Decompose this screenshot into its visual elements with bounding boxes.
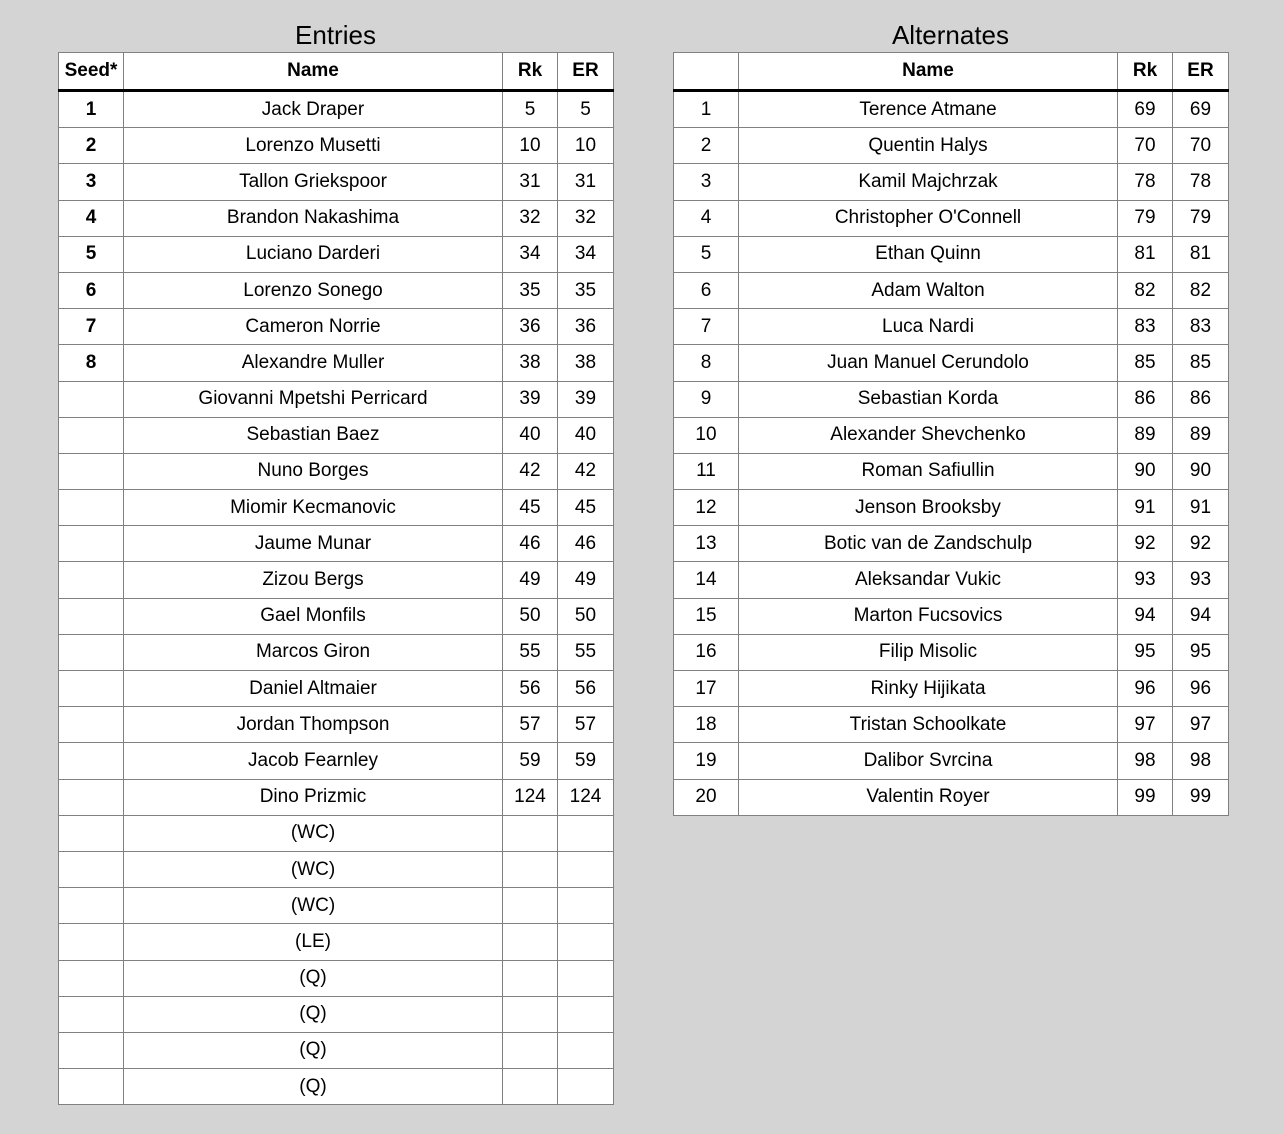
number-cell: 11 [674,453,739,489]
er-cell [558,888,614,924]
rk-cell: 81 [1118,236,1173,272]
number-cell: 14 [674,562,739,598]
name-cell: Quentin Halys [739,128,1118,164]
table-row [59,1069,614,1105]
table-row [59,779,614,815]
rk-cell: 95 [1118,634,1173,670]
number-cell: 19 [674,743,739,779]
table-row [59,200,614,236]
rk-cell: 59 [503,743,558,779]
table-row [674,707,1229,743]
name-cell: Botic van de Zandschulp [739,526,1118,562]
er-cell: 36 [558,309,614,345]
table-row [674,236,1229,272]
er-cell: 56 [558,671,614,707]
name-cell: (LE) [124,924,503,960]
rk-cell: 10 [503,128,558,164]
rk-cell [503,996,558,1032]
name-cell: (Q) [124,960,503,996]
name-cell: Roman Safiullin [739,453,1118,489]
rk-cell: 39 [503,381,558,417]
table-row [59,128,614,164]
name-cell: Jack Draper [124,91,503,128]
er-cell: 96 [1173,671,1229,707]
table-row [59,815,614,851]
seed-cell [59,888,124,924]
er-cell: 57 [558,707,614,743]
table-row [674,381,1229,417]
alternates-header-row [674,53,1229,91]
number-cell: 15 [674,598,739,634]
entries-panel [58,16,613,1105]
number-cell: 12 [674,490,739,526]
rk-cell: 38 [503,345,558,381]
table-row [674,490,1229,526]
er-cell: 83 [1173,309,1229,345]
table-row [674,743,1229,779]
er-cell: 34 [558,236,614,272]
seed-cell [59,779,124,815]
rk-cell: 86 [1118,381,1173,417]
rk-cell: 99 [1118,779,1173,815]
er-cell: 42 [558,453,614,489]
alternates-body [674,91,1229,816]
seed-cell [59,526,124,562]
er-cell: 45 [558,490,614,526]
rk-cell: 79 [1118,200,1173,236]
seed-cell [59,381,124,417]
header-er: ER [1173,53,1229,91]
entries-title: Entries [295,20,376,50]
rk-cell: 98 [1118,743,1173,779]
er-cell: 79 [1173,200,1229,236]
er-cell [558,996,614,1032]
name-cell: Juan Manuel Cerundolo [739,345,1118,381]
table-row [59,1032,614,1068]
er-cell: 89 [1173,417,1229,453]
seed-cell [59,562,124,598]
er-cell: 82 [1173,272,1229,308]
name-cell: (WC) [124,815,503,851]
name-cell: Luca Nardi [739,309,1118,345]
rk-cell [503,815,558,851]
name-cell: Filip Misolic [739,634,1118,670]
rk-cell: 90 [1118,453,1173,489]
table-row [59,996,614,1032]
er-cell: 92 [1173,526,1229,562]
header-name: Name [739,53,1118,91]
rk-cell [503,924,558,960]
seed-cell [59,743,124,779]
er-cell: 94 [1173,598,1229,634]
name-cell: Daniel Altmaier [124,671,503,707]
rk-cell: 94 [1118,598,1173,634]
table-row [59,272,614,308]
header-name: Name [124,53,503,91]
er-cell [558,815,614,851]
seed-cell [59,598,124,634]
er-cell: 95 [1173,634,1229,670]
entries-header-row [59,53,614,91]
name-cell: Gael Monfils [124,598,503,634]
rk-cell: 45 [503,490,558,526]
er-cell: 32 [558,200,614,236]
number-cell: 20 [674,779,739,815]
number-cell: 2 [674,128,739,164]
alternates-panel [673,16,1228,816]
table-row [59,381,614,417]
header-er: ER [558,53,614,91]
rk-cell: 32 [503,200,558,236]
name-cell: Alexandre Muller [124,345,503,381]
er-cell: 39 [558,381,614,417]
er-cell: 50 [558,598,614,634]
table-row [674,779,1229,815]
table-row [59,924,614,960]
name-cell: Giovanni Mpetshi Perricard [124,381,503,417]
table-row [59,453,614,489]
name-cell: Alexander Shevchenko [739,417,1118,453]
table-row [674,598,1229,634]
er-cell: 78 [1173,164,1229,200]
table-row [674,272,1229,308]
seed-cell [59,815,124,851]
er-cell: 49 [558,562,614,598]
number-cell: 7 [674,309,739,345]
er-cell: 99 [1173,779,1229,815]
table-row [59,562,614,598]
er-cell: 124 [558,779,614,815]
seed-cell [59,1032,124,1068]
seed-cell: 2 [59,128,124,164]
table-row [59,236,614,272]
name-cell: Ethan Quinn [739,236,1118,272]
er-cell: 59 [558,743,614,779]
number-cell: 4 [674,200,739,236]
number-cell: 5 [674,236,739,272]
er-cell: 81 [1173,236,1229,272]
table-row [59,490,614,526]
seed-cell: 1 [59,91,124,128]
seed-cell [59,960,124,996]
seed-cell [59,851,124,887]
name-cell: Lorenzo Sonego [124,272,503,308]
er-cell: 10 [558,128,614,164]
seed-cell: 7 [59,309,124,345]
rk-cell: 40 [503,417,558,453]
rk-cell: 34 [503,236,558,272]
er-cell: 90 [1173,453,1229,489]
rk-cell: 69 [1118,91,1173,128]
name-cell: Sebastian Korda [739,381,1118,417]
table-row [674,200,1229,236]
number-cell: 18 [674,707,739,743]
er-cell [558,924,614,960]
table-row [59,598,614,634]
rk-cell: 85 [1118,345,1173,381]
number-cell: 10 [674,417,739,453]
table-row [674,453,1229,489]
name-cell: Terence Atmane [739,91,1118,128]
seed-cell: 5 [59,236,124,272]
name-cell: Brandon Nakashima [124,200,503,236]
table-row [674,91,1229,128]
table-row [674,128,1229,164]
rk-cell [503,1032,558,1068]
name-cell: (Q) [124,1069,503,1105]
name-cell: Miomir Kecmanovic [124,490,503,526]
header-seed: Seed* [59,53,124,91]
header-rk: Rk [503,53,558,91]
entries-body [59,91,614,1105]
seed-cell [59,996,124,1032]
er-cell: 35 [558,272,614,308]
rk-cell: 46 [503,526,558,562]
seed-cell: 6 [59,272,124,308]
rk-cell: 57 [503,707,558,743]
rk-cell: 124 [503,779,558,815]
rk-cell: 82 [1118,272,1173,308]
table-row [59,91,614,128]
number-cell: 8 [674,345,739,381]
seed-cell [59,924,124,960]
number-cell: 13 [674,526,739,562]
table-row [59,851,614,887]
rk-cell: 56 [503,671,558,707]
rk-cell [503,888,558,924]
header-rk: Rk [1118,53,1173,91]
name-cell: Marton Fucsovics [739,598,1118,634]
table-row [59,743,614,779]
er-cell: 40 [558,417,614,453]
table-row [59,526,614,562]
rk-cell: 42 [503,453,558,489]
rk-cell: 89 [1118,417,1173,453]
er-cell: 46 [558,526,614,562]
name-cell: Sebastian Baez [124,417,503,453]
name-cell: Cameron Norrie [124,309,503,345]
name-cell: Luciano Darderi [124,236,503,272]
name-cell: (Q) [124,996,503,1032]
name-cell: Rinky Hijikata [739,671,1118,707]
table-row [674,309,1229,345]
er-cell: 86 [1173,381,1229,417]
er-cell: 70 [1173,128,1229,164]
er-cell: 5 [558,91,614,128]
rk-cell: 91 [1118,490,1173,526]
er-cell [558,1069,614,1105]
er-cell: 98 [1173,743,1229,779]
rk-cell [503,1069,558,1105]
number-cell: 9 [674,381,739,417]
seed-cell [59,707,124,743]
table-row [674,671,1229,707]
er-cell: 85 [1173,345,1229,381]
seed-cell [59,634,124,670]
name-cell: Dino Prizmic [124,779,503,815]
table-row [59,634,614,670]
er-cell: 91 [1173,490,1229,526]
rk-cell: 83 [1118,309,1173,345]
rk-cell: 92 [1118,526,1173,562]
rk-cell: 50 [503,598,558,634]
table-row [674,417,1229,453]
name-cell: Adam Walton [739,272,1118,308]
er-cell [558,851,614,887]
name-cell: Jordan Thompson [124,707,503,743]
seed-cell [59,671,124,707]
rk-cell: 5 [503,91,558,128]
header-number [674,53,739,91]
table-row [59,417,614,453]
er-cell [558,1032,614,1068]
name-cell: Valentin Royer [739,779,1118,815]
seed-cell [59,453,124,489]
er-cell: 69 [1173,91,1229,128]
name-cell: Lorenzo Musetti [124,128,503,164]
rk-cell: 97 [1118,707,1173,743]
table-row [59,345,614,381]
name-cell: (WC) [124,888,503,924]
name-cell: Zizou Bergs [124,562,503,598]
table-row [674,634,1229,670]
entries-table [58,52,614,1105]
table-row [59,671,614,707]
table-row [59,707,614,743]
table-row [674,164,1229,200]
number-cell: 3 [674,164,739,200]
number-cell: 16 [674,634,739,670]
table-row [59,960,614,996]
rk-cell: 96 [1118,671,1173,707]
rk-cell: 93 [1118,562,1173,598]
alternates-title: Alternates [891,20,1010,50]
rk-cell: 78 [1118,164,1173,200]
er-cell: 55 [558,634,614,670]
name-cell: Marcos Giron [124,634,503,670]
rk-cell: 35 [503,272,558,308]
name-cell: Jenson Brooksby [739,490,1118,526]
table-row [674,562,1229,598]
alternates-table [673,52,1229,816]
er-cell [558,960,614,996]
rk-cell [503,960,558,996]
table-row [59,164,614,200]
name-cell: Aleksandar Vukic [739,562,1118,598]
number-cell: 1 [674,91,739,128]
name-cell: Nuno Borges [124,453,503,489]
seed-cell: 3 [59,164,124,200]
er-cell: 93 [1173,562,1229,598]
seed-cell: 4 [59,200,124,236]
number-cell: 17 [674,671,739,707]
name-cell: Tallon Griekspoor [124,164,503,200]
er-cell: 97 [1173,707,1229,743]
number-cell: 6 [674,272,739,308]
seed-cell: 8 [59,345,124,381]
rk-cell: 70 [1118,128,1173,164]
table-row [59,888,614,924]
name-cell: Dalibor Svrcina [739,743,1118,779]
er-cell: 31 [558,164,614,200]
name-cell: (Q) [124,1032,503,1068]
rk-cell: 55 [503,634,558,670]
er-cell: 38 [558,345,614,381]
rk-cell: 36 [503,309,558,345]
name-cell: Jacob Fearnley [124,743,503,779]
rk-cell [503,851,558,887]
name-cell: Tristan Schoolkate [739,707,1118,743]
seed-cell [59,1069,124,1105]
rk-cell: 49 [503,562,558,598]
table-row [674,345,1229,381]
name-cell: Kamil Majchrzak [739,164,1118,200]
rk-cell: 31 [503,164,558,200]
seed-cell [59,490,124,526]
seed-cell [59,417,124,453]
table-row [59,309,614,345]
name-cell: Christopher O'Connell [739,200,1118,236]
name-cell: Jaume Munar [124,526,503,562]
table-row [674,526,1229,562]
name-cell: (WC) [124,851,503,887]
